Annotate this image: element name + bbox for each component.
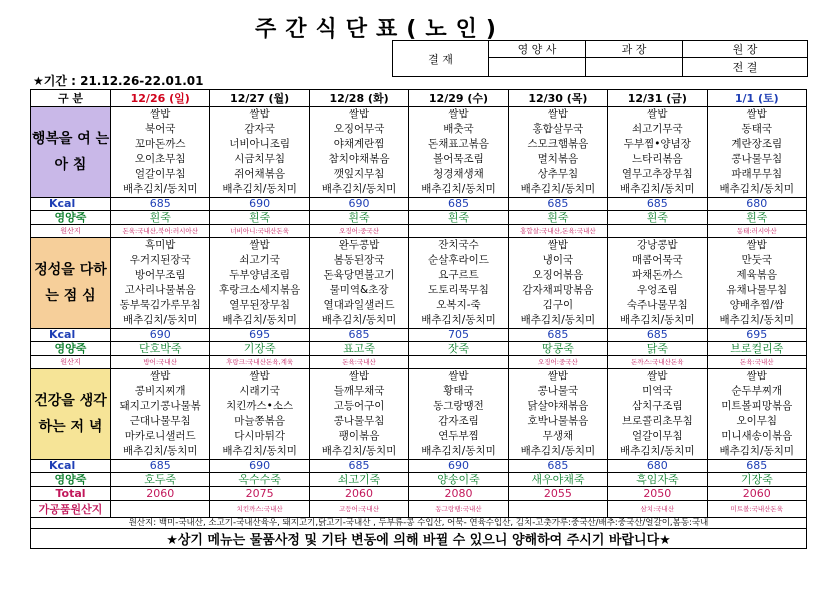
menu-item: 완두콩밥 (338, 239, 380, 251)
kcal-value: 685 (309, 329, 408, 342)
menu-item: 콩나물무침 (731, 153, 783, 165)
menu-item: 삼치구조림 (631, 400, 683, 412)
menu-item: 느타리볶음 (631, 153, 683, 165)
processed-origin-value: 고등어:국내산 (309, 501, 408, 518)
day-header: 12/26 (일) (111, 90, 210, 107)
menu-item: 강낭콩밥 (637, 239, 678, 251)
day-menu (210, 369, 309, 460)
menu-item: 계란장조림 (731, 138, 783, 150)
origin-label: 원산지 (31, 356, 111, 369)
kcal-label: Kcal (31, 329, 111, 342)
menu-item: 배추김치/동치미 (122, 314, 198, 326)
menu-item: 쌀밥 (448, 108, 469, 120)
day-header: 12/29 (수) (409, 90, 508, 107)
menu-item: 돼지고기콩나물볶 (119, 400, 201, 412)
porridge-value: 흑임자죽 (608, 473, 707, 487)
origin-value (409, 225, 508, 238)
kcal-value: 685 (111, 460, 210, 473)
origin-value: 동태:러시아산 (707, 225, 806, 238)
menu-item: 배추김치/동치미 (321, 183, 397, 195)
menu-item: 배추김치/동치미 (520, 445, 596, 457)
kcal-value: 685 (409, 198, 508, 211)
day-menu (210, 238, 309, 329)
porridge-label: 영양죽 (31, 473, 111, 487)
menu-item: 쌀밥 (348, 108, 370, 120)
porridge-value: 흰죽 (309, 211, 408, 225)
dinner-row (31, 369, 807, 460)
porridge-value: 흰죽 (210, 211, 309, 225)
menu-item: 감자국 (244, 123, 275, 135)
menu-item: 마늘쫑볶음 (234, 415, 285, 427)
total-value: 2075 (210, 487, 309, 501)
menu-item: 배추김치/동치미 (719, 445, 795, 457)
menu-item: 팽이볶음 (338, 430, 380, 442)
menu-item: 청경채생채 (433, 168, 484, 180)
menu-item: 깻잎지무침 (333, 168, 385, 180)
menu-item: 쌀밥 (647, 108, 668, 120)
origin-value: 돈까스:국내산돈육 (608, 356, 707, 369)
menu-item: 매콤어묵국 (631, 254, 683, 266)
dinner-kcal-row (31, 460, 807, 473)
menu-item: 냉이국 (542, 254, 574, 266)
menu-item: 마카로니샐러드 (124, 430, 196, 442)
menu-item: 우거지된장국 (129, 254, 191, 266)
kcal-value: 685 (508, 198, 607, 211)
menu-item: 배추김치/동치미 (719, 183, 795, 195)
menu-item: 호박나물볶음 (527, 415, 589, 427)
kcal-value: 690 (111, 329, 210, 342)
kcal-value: 680 (608, 460, 707, 473)
day-menu (608, 238, 707, 329)
note-row (31, 529, 807, 549)
approval-box (392, 40, 808, 77)
origin-value: 오징어:중국산 (309, 225, 408, 238)
porridge-value: 흰죽 (409, 211, 508, 225)
approval-nutritionist: 영 양 사 (489, 41, 586, 58)
porridge-value: 땅콩죽 (508, 342, 607, 356)
menu-item: 배추김치/동치미 (222, 314, 297, 326)
approval-director: 원 장 (683, 41, 808, 58)
menu-item: 무생채 (542, 430, 574, 442)
origin-value: 방어:국내산 (111, 356, 210, 369)
menu-item: 쌀밥 (746, 108, 767, 120)
kcal-value: 685 (111, 198, 210, 211)
menu-item: 야채계란찜 (333, 138, 385, 150)
approval-sign-nutritionist (489, 58, 586, 77)
menu-item: 유채나물무침 (726, 284, 788, 296)
menu-item: 치킨까스•소스 (226, 400, 294, 412)
menu-item: 미트볼피망볶음 (721, 400, 793, 412)
approval-director-value: 전 결 (683, 58, 808, 77)
menu-item: 쥐어채볶음 (234, 168, 285, 180)
kcal-value: 685 (608, 329, 707, 342)
kcal-value: 695 (210, 329, 309, 342)
day-menu (111, 238, 210, 329)
menu-item: 동태국 (741, 123, 772, 135)
porridge-value: 흰죽 (508, 211, 607, 225)
menu-item: 봄동된장국 (333, 254, 385, 266)
menu-item: 배추김치/동치미 (719, 314, 795, 326)
porridge-value: 잣죽 (409, 342, 508, 356)
menu-item: 쇠고기국 (239, 254, 280, 266)
day-header: 1/1 (토) (707, 90, 806, 107)
menu-item: 잔치국수 (438, 239, 479, 251)
approval-manager: 과 장 (586, 41, 683, 58)
dinner-label: 건강을 생각하는 저 녁 (31, 369, 111, 460)
lunch-kcal-row (31, 329, 807, 342)
menu-item: 고사리나물볶음 (124, 284, 196, 296)
menu-item: 멸치볶음 (537, 153, 579, 165)
menu-item: 제육볶음 (736, 269, 778, 281)
menu-item: 시래기국 (239, 385, 280, 397)
menu-item: 배추김치/동치미 (122, 183, 198, 195)
porridge-value: 옥수수죽 (210, 473, 309, 487)
day-menu (111, 369, 210, 460)
menu-item: 요구르트 (438, 269, 479, 281)
origin-value (608, 225, 707, 238)
kcal-value: 690 (309, 198, 408, 211)
menu-item: 쌀밥 (547, 108, 569, 120)
total-value: 2060 (707, 487, 806, 501)
origin-label: 원산지 (31, 225, 111, 238)
processed-origin-value (508, 501, 607, 518)
menu-item: 만둣국 (741, 254, 772, 266)
menu-item: 배추김치/동치미 (520, 314, 596, 326)
porridge-value: 단호박죽 (111, 342, 210, 356)
total-value: 2080 (409, 487, 508, 501)
menu-item: 근대나물무침 (129, 415, 191, 427)
processed-origin-value: 미트볼:국내산돈육 (707, 501, 806, 518)
menu-item: 쌀밥 (547, 239, 569, 251)
lunch-porridge-row (31, 342, 807, 356)
menu-item: 배추김치/동치미 (620, 314, 695, 326)
porridge-label: 영양죽 (31, 211, 111, 225)
menu-item: 파래무무침 (731, 168, 783, 180)
menu-item: 도토리묵무침 (428, 284, 489, 296)
menu-item: 쌀밥 (249, 239, 270, 251)
kcal-label: Kcal (31, 460, 111, 473)
day-menu (409, 238, 508, 329)
menu-item: 너비아니조림 (229, 138, 291, 150)
lunch-origin-row (31, 356, 807, 369)
menu-item: 콩나물무침 (333, 415, 385, 427)
origin-footer-row (31, 518, 807, 529)
menu-item: 동부묵김가루무침 (119, 299, 201, 311)
menu-item: 참치야채볶음 (328, 153, 390, 165)
menu-item: 오징어무국 (333, 123, 385, 135)
day-menu (309, 107, 408, 198)
day-menu (409, 369, 508, 460)
menu-item: 열무고추장무침 (621, 168, 693, 180)
kcal-value: 680 (707, 198, 806, 211)
processed-origin-value: 삼치:국내산 (608, 501, 707, 518)
kcal-value: 685 (309, 460, 408, 473)
menu-item: 다시마튀각 (234, 430, 285, 442)
total-value: 2050 (608, 487, 707, 501)
menu-item: 콩나물국 (537, 385, 579, 397)
porridge-value: 기장죽 (210, 342, 309, 356)
kcal-value: 705 (409, 329, 508, 342)
lunch-row (31, 238, 807, 329)
porridge-value: 양송이죽 (409, 473, 508, 487)
division-header: 구 분 (31, 90, 111, 107)
menu-item: 배추김치/동치미 (222, 445, 297, 457)
menu-item: 쌀밥 (647, 370, 668, 382)
menu-item: 오이초무침 (134, 153, 186, 165)
kcal-value: 685 (508, 460, 607, 473)
menu-item: 돈채표고볶음 (428, 138, 489, 150)
menu-item: 두부양념조림 (229, 269, 291, 281)
menu-item: 오징어볶음 (532, 269, 584, 281)
menu-item: 열무된장무침 (229, 299, 291, 311)
menu-item: 배추김치/동치미 (321, 314, 397, 326)
origin-value: 후랑크:국내산돈육,계육 (210, 356, 309, 369)
day-menu (707, 238, 806, 329)
processed-origin-row (31, 501, 807, 518)
menu-item: 쌀밥 (348, 370, 370, 382)
day-menu (608, 369, 707, 460)
porridge-value: 표고죽 (309, 342, 408, 356)
menu-item: 배추김치/동치미 (620, 183, 695, 195)
menu-item: 물미역&초장 (329, 284, 389, 296)
menu-item: 배추김치/동치미 (421, 445, 496, 457)
menu-item: 쌀밥 (746, 370, 767, 382)
menu-item: 감자조림 (438, 415, 479, 427)
day-menu (508, 107, 607, 198)
kcal-value: 690 (210, 198, 309, 211)
processed-origin-value: 치킨까스:국내산 (210, 501, 309, 518)
menu-item: 방어무조림 (134, 269, 186, 281)
total-value: 2060 (309, 487, 408, 501)
menu-item: 감자채피망볶음 (522, 284, 594, 296)
dinner-porridge-row (31, 473, 807, 487)
menu-item: 순살후라이드 (428, 254, 489, 266)
menu-item: 쌀밥 (448, 370, 469, 382)
menu-item: 꼬마돈까스 (134, 138, 186, 150)
day-menu (508, 238, 607, 329)
porridge-value: 쇠고기죽 (309, 473, 408, 487)
menu-item: 연두부찜 (438, 430, 479, 442)
processed-origin-value (111, 501, 210, 518)
day-menu (707, 107, 806, 198)
breakfast-kcal-row (31, 198, 807, 211)
approval-sign-manager (586, 58, 683, 77)
menu-item: 배추김치/동치미 (222, 183, 297, 195)
menu-item: 미역국 (642, 385, 673, 397)
menu-item: 오이무침 (736, 415, 778, 427)
breakfast-label: 행복을 여 는 아 침 (31, 107, 111, 198)
menu-item: 배추김치/동치미 (421, 183, 496, 195)
kcal-value: 685 (608, 198, 707, 211)
menu-item: 콩비지찌개 (134, 385, 186, 397)
porridge-value: 닭죽 (608, 342, 707, 356)
menu-item: 순두부찌개 (731, 385, 783, 397)
total-label: Total (31, 487, 111, 501)
menu-item: 쌀밥 (249, 370, 270, 382)
menu-item: 브로콜리초무침 (621, 415, 693, 427)
day-header: 12/27 (월) (210, 90, 309, 107)
menu-item: 쌀밥 (249, 108, 270, 120)
menu-item: 김구이 (542, 299, 574, 311)
menu-item: 미니새송이볶음 (721, 430, 793, 442)
total-row (31, 487, 807, 501)
menu-item: 배추김치/동치미 (421, 314, 496, 326)
day-menu (309, 369, 408, 460)
menu-item: 시금치무침 (234, 153, 285, 165)
menu-item: 들깨무채국 (333, 385, 385, 397)
menu-item: 숙주나물무침 (626, 299, 688, 311)
menu-item: 양배추찜/쌈 (729, 299, 784, 311)
porridge-value: 흰죽 (111, 211, 210, 225)
origin-value: 돈육:국내산,북어:러시아산 (111, 225, 210, 238)
porridge-value: 흰죽 (707, 211, 806, 225)
menu-item: 상추무침 (537, 168, 579, 180)
menu-item: 황태국 (443, 385, 474, 397)
origin-value (409, 356, 508, 369)
day-menu (707, 369, 806, 460)
menu-item: 배추김치/동치미 (620, 445, 695, 457)
menu-item: 고등어구이 (333, 400, 385, 412)
menu-item: 동그랑땡전 (433, 400, 484, 412)
menu-item: 홍합살무국 (532, 123, 584, 135)
day-menu (210, 107, 309, 198)
kcal-value: 685 (707, 460, 806, 473)
kcal-value: 690 (210, 460, 309, 473)
breakfast-porridge-row (31, 211, 807, 225)
porridge-value: 새우야채죽 (508, 473, 607, 487)
day-header: 12/28 (화) (309, 90, 408, 107)
kcal-value: 695 (707, 329, 806, 342)
menu-item: 북어국 (144, 123, 176, 135)
day-menu (508, 369, 607, 460)
porridge-value: 기장죽 (707, 473, 806, 487)
menu-item: 두부찜•양념장 (623, 138, 691, 150)
menu-item: 파채돈까스 (631, 269, 683, 281)
menu-item: 돈육당면불고기 (323, 269, 395, 281)
breakfast-origin-row (31, 225, 807, 238)
kcal-label: Kcal (31, 198, 111, 211)
porridge-value: 브로컬리죽 (707, 342, 806, 356)
day-menu (111, 107, 210, 198)
menu-item: 배추김치/동치미 (122, 445, 198, 457)
origin-value: 너비아니:국내산돈육 (210, 225, 309, 238)
lunch-label: 정성을 다하는 점 심 (31, 238, 111, 329)
kcal-value: 690 (409, 460, 508, 473)
origin-footer: 원산지: 백미-국내산, 소고기-국내산육우, 돼지고기,닭고기-국내산 , 두부류-콩 수입산, 어묵- 연육수입산, 김치-고춧가루:중국산/배추:중국산/얼갈이,봄동:국내 (31, 518, 807, 529)
origin-value: 돈육:국내산 (309, 356, 408, 369)
origin-value: 홍합살:국내산,돈육:국내산 (508, 225, 607, 238)
menu-item: 쌀밥 (547, 370, 569, 382)
menu-item: 볼어묵조림 (433, 153, 484, 165)
day-menu (409, 107, 508, 198)
kcal-value: 685 (508, 329, 607, 342)
origin-value: 오징어:중국산 (508, 356, 607, 369)
origin-value: 돈육:국내산 (707, 356, 806, 369)
menu-item: 배추김치/동치미 (321, 445, 397, 457)
porridge-value: 흰죽 (608, 211, 707, 225)
menu-item: 배춧국 (443, 123, 474, 135)
menu-item: 열대과일샐러드 (323, 299, 395, 311)
total-value: 2060 (111, 487, 210, 501)
menu-item: 쇠고기무국 (631, 123, 683, 135)
menu-item: 쌀밥 (150, 370, 171, 382)
menu-item: 우엉조림 (637, 284, 678, 296)
processed-origin-label: 가공품원산지 (31, 501, 111, 518)
day-menu (309, 238, 408, 329)
approval-label: 결 재 (393, 41, 489, 77)
menu-table (30, 89, 807, 549)
menu-item: 닭살야채볶음 (527, 400, 589, 412)
menu-item: 후랑크소세지볶음 (219, 284, 301, 296)
period: ★기간 : 21.12.26-22.01.01 (33, 74, 204, 88)
day-header: 12/30 (목) (508, 90, 607, 107)
menu-item: 쌀밥 (150, 108, 171, 120)
porridge-value: 호두죽 (111, 473, 210, 487)
notice: ★상기 메뉴는 물품사정 및 기타 변동에 의해 바뀔 수 있으니 양해하여 주시기 바랍니다★ (31, 529, 807, 549)
breakfast-row (31, 107, 807, 198)
day-menu (608, 107, 707, 198)
total-value: 2055 (508, 487, 607, 501)
processed-origin-value: 동그랑땡:국내산 (409, 501, 508, 518)
menu-item: 쌀밥 (746, 239, 767, 251)
header-row (31, 90, 807, 107)
menu-item: 오복지-죽 (436, 299, 481, 311)
menu-item: 스모크햄볶음 (527, 138, 589, 150)
menu-item: 흑미밥 (144, 239, 176, 251)
porridge-label: 영양죽 (31, 342, 111, 356)
menu-item: 얼갈이무침 (134, 168, 186, 180)
menu-item: 얼갈이무침 (631, 430, 683, 442)
page-title: 주간식단표(노인) (255, 17, 505, 42)
menu-item: 배추김치/동치미 (520, 183, 596, 195)
day-header: 12/31 (금) (608, 90, 707, 107)
